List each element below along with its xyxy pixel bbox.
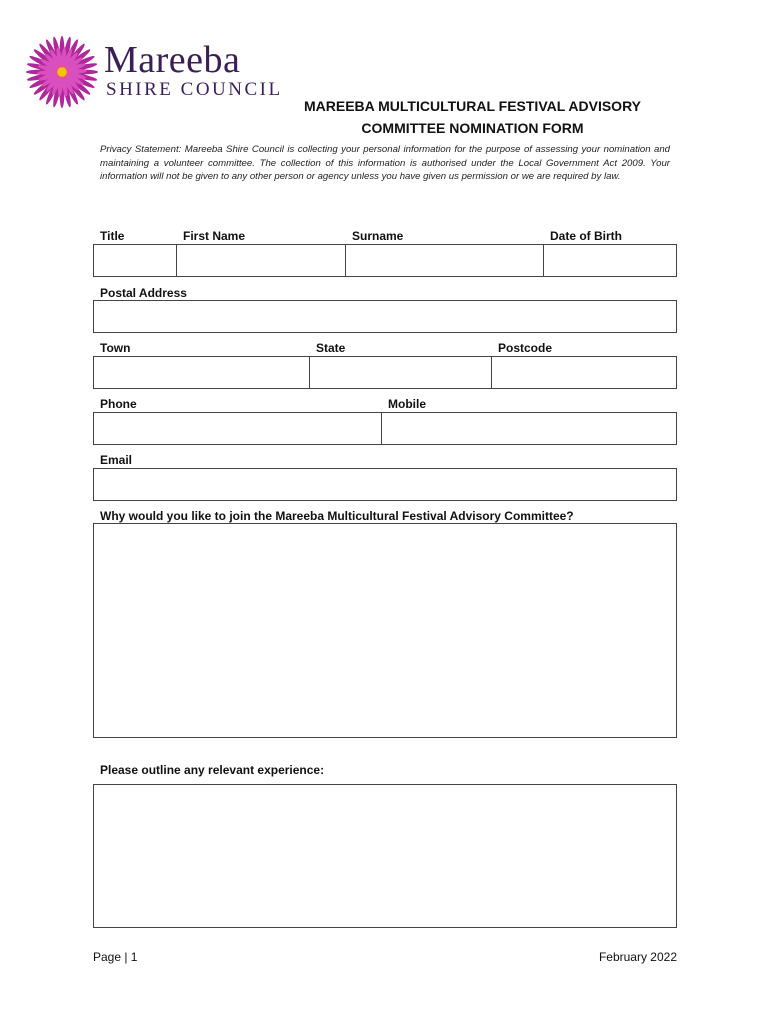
state-field[interactable] [309,356,492,389]
page-number: Page | 1 [93,950,138,964]
experience-textarea[interactable] [93,784,677,928]
date-of-birth-field[interactable] [543,244,677,277]
email-field[interactable] [93,468,677,501]
label-date-of-birth: Date of Birth [550,229,622,243]
label-phone: Phone [100,397,137,411]
first-name-field[interactable] [176,244,346,277]
mobile-field[interactable] [381,412,677,445]
postcode-field[interactable] [491,356,677,389]
logo-subtitle: SHIRE COUNCIL [106,79,283,100]
privacy-statement: Privacy Statement: Mareeba Shire Council is collecting your personal information for the purpose of assessing your nomination and maintaining a volunteer committee. The collection of this information is authorised under the Local Government Act 2009. Your information will not be given to any other person or agency unless you have given us permission or we are required by law. [100,144,670,183]
label-why-join: Why would you like to join the Mareeba Multicultural Festival Advisory Committee? [100,509,574,523]
label-email: Email [100,453,133,467]
label-state: State [316,341,346,355]
label-mobile: Mobile [388,397,426,411]
label-first-name: First Name [183,229,246,243]
label-surname: Surname [352,229,404,243]
label-town: Town [100,341,131,355]
label-title: Title [100,229,125,243]
flower-logo-icon [22,34,102,110]
surname-field[interactable] [345,244,544,277]
form-title-line2: COMMITTEE NOMINATION FORM [361,120,584,136]
label-postcode: Postcode [498,341,553,355]
town-field[interactable] [93,356,310,389]
form-title-line1: MAREEBA MULTICULTURAL FESTIVAL ADVISORY [303,98,642,114]
why-join-textarea[interactable] [93,523,677,738]
flower-center [57,67,67,77]
label-postal-address: Postal Address [100,286,187,300]
title-field[interactable] [93,244,177,277]
label-experience: Please outline any relevant experience: [100,763,325,777]
footer-date: February 2022 [598,950,677,964]
phone-field[interactable] [93,412,382,445]
logo-name: Mareeba [104,39,241,81]
postal-address-field[interactable] [93,300,677,333]
